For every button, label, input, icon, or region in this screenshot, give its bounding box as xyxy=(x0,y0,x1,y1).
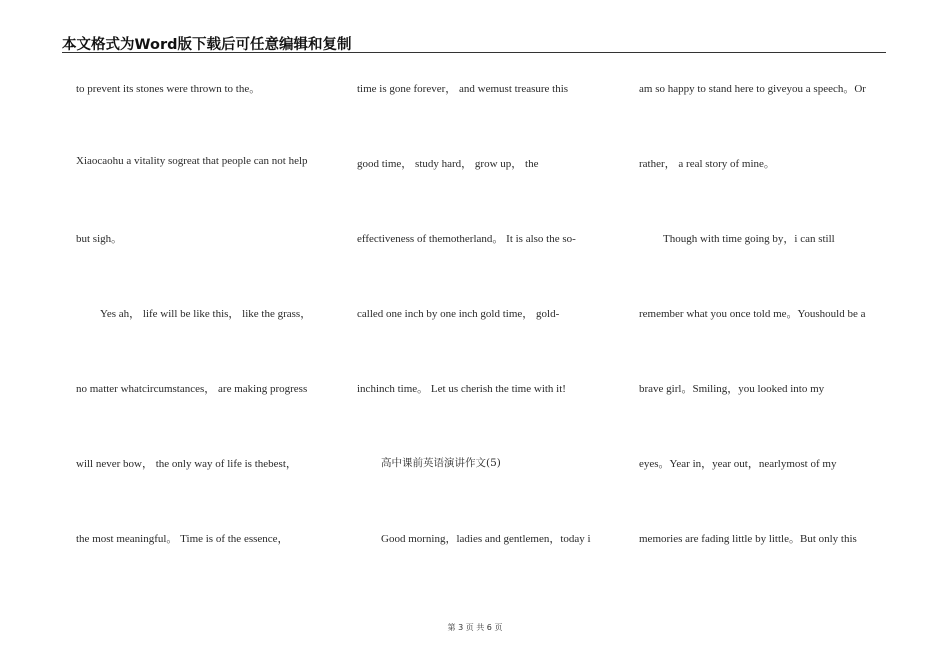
text-line: am so happy to stand here to giveyou a speech。Or xyxy=(639,83,866,95)
text-line: the most meaningful。 Time is of the essence， xyxy=(76,533,289,545)
text-line: called one inch by one inch gold time， gold- xyxy=(357,308,560,320)
header-divider xyxy=(62,52,886,53)
text-line: inchinch time。 Let us cherish the time with it! xyxy=(357,383,566,395)
text-line: Though with time going by，i can still xyxy=(663,233,835,245)
page-number-footer: 第 3 页 共 6 页 xyxy=(447,623,503,632)
text-line: Good morning，ladies and gentlemen，today i xyxy=(381,533,591,545)
document-header-title: 本文格式为Word版下载后可任意编辑和复制 xyxy=(62,37,352,53)
text-line: memories are fading little by little。But only this xyxy=(639,533,857,545)
text-line: Yes ah， life will be like this， like the grass， xyxy=(100,308,312,320)
text-line: will never bow， the only way of life is thebest， xyxy=(76,458,297,470)
text-line: good time， study hard， grow up， the xyxy=(357,158,539,170)
text-line: time is gone forever， and wemust treasure this xyxy=(357,83,569,95)
section-heading: 高中课前英语演讲作文(5) xyxy=(381,457,501,469)
text-line: Xiaocaohu a vitality sogreat that people can not help xyxy=(76,155,308,167)
text-line: remember what you once told me。Youshould be a xyxy=(639,308,866,320)
text-line: eyes。Year in，year out，nearlymost of my xyxy=(639,458,837,470)
text-line: no matter whatcircumstances， are making progress xyxy=(76,383,308,395)
text-line: effectiveness of themotherland。 It is also the so- xyxy=(357,233,576,245)
text-line: brave girl。Smiling，you looked into my xyxy=(639,383,825,395)
text-line: but sigh。 xyxy=(76,233,123,245)
text-line: to prevent its stones were thrown to the。 xyxy=(76,83,261,95)
text-line: rather， a real story of mine。 xyxy=(639,158,775,170)
